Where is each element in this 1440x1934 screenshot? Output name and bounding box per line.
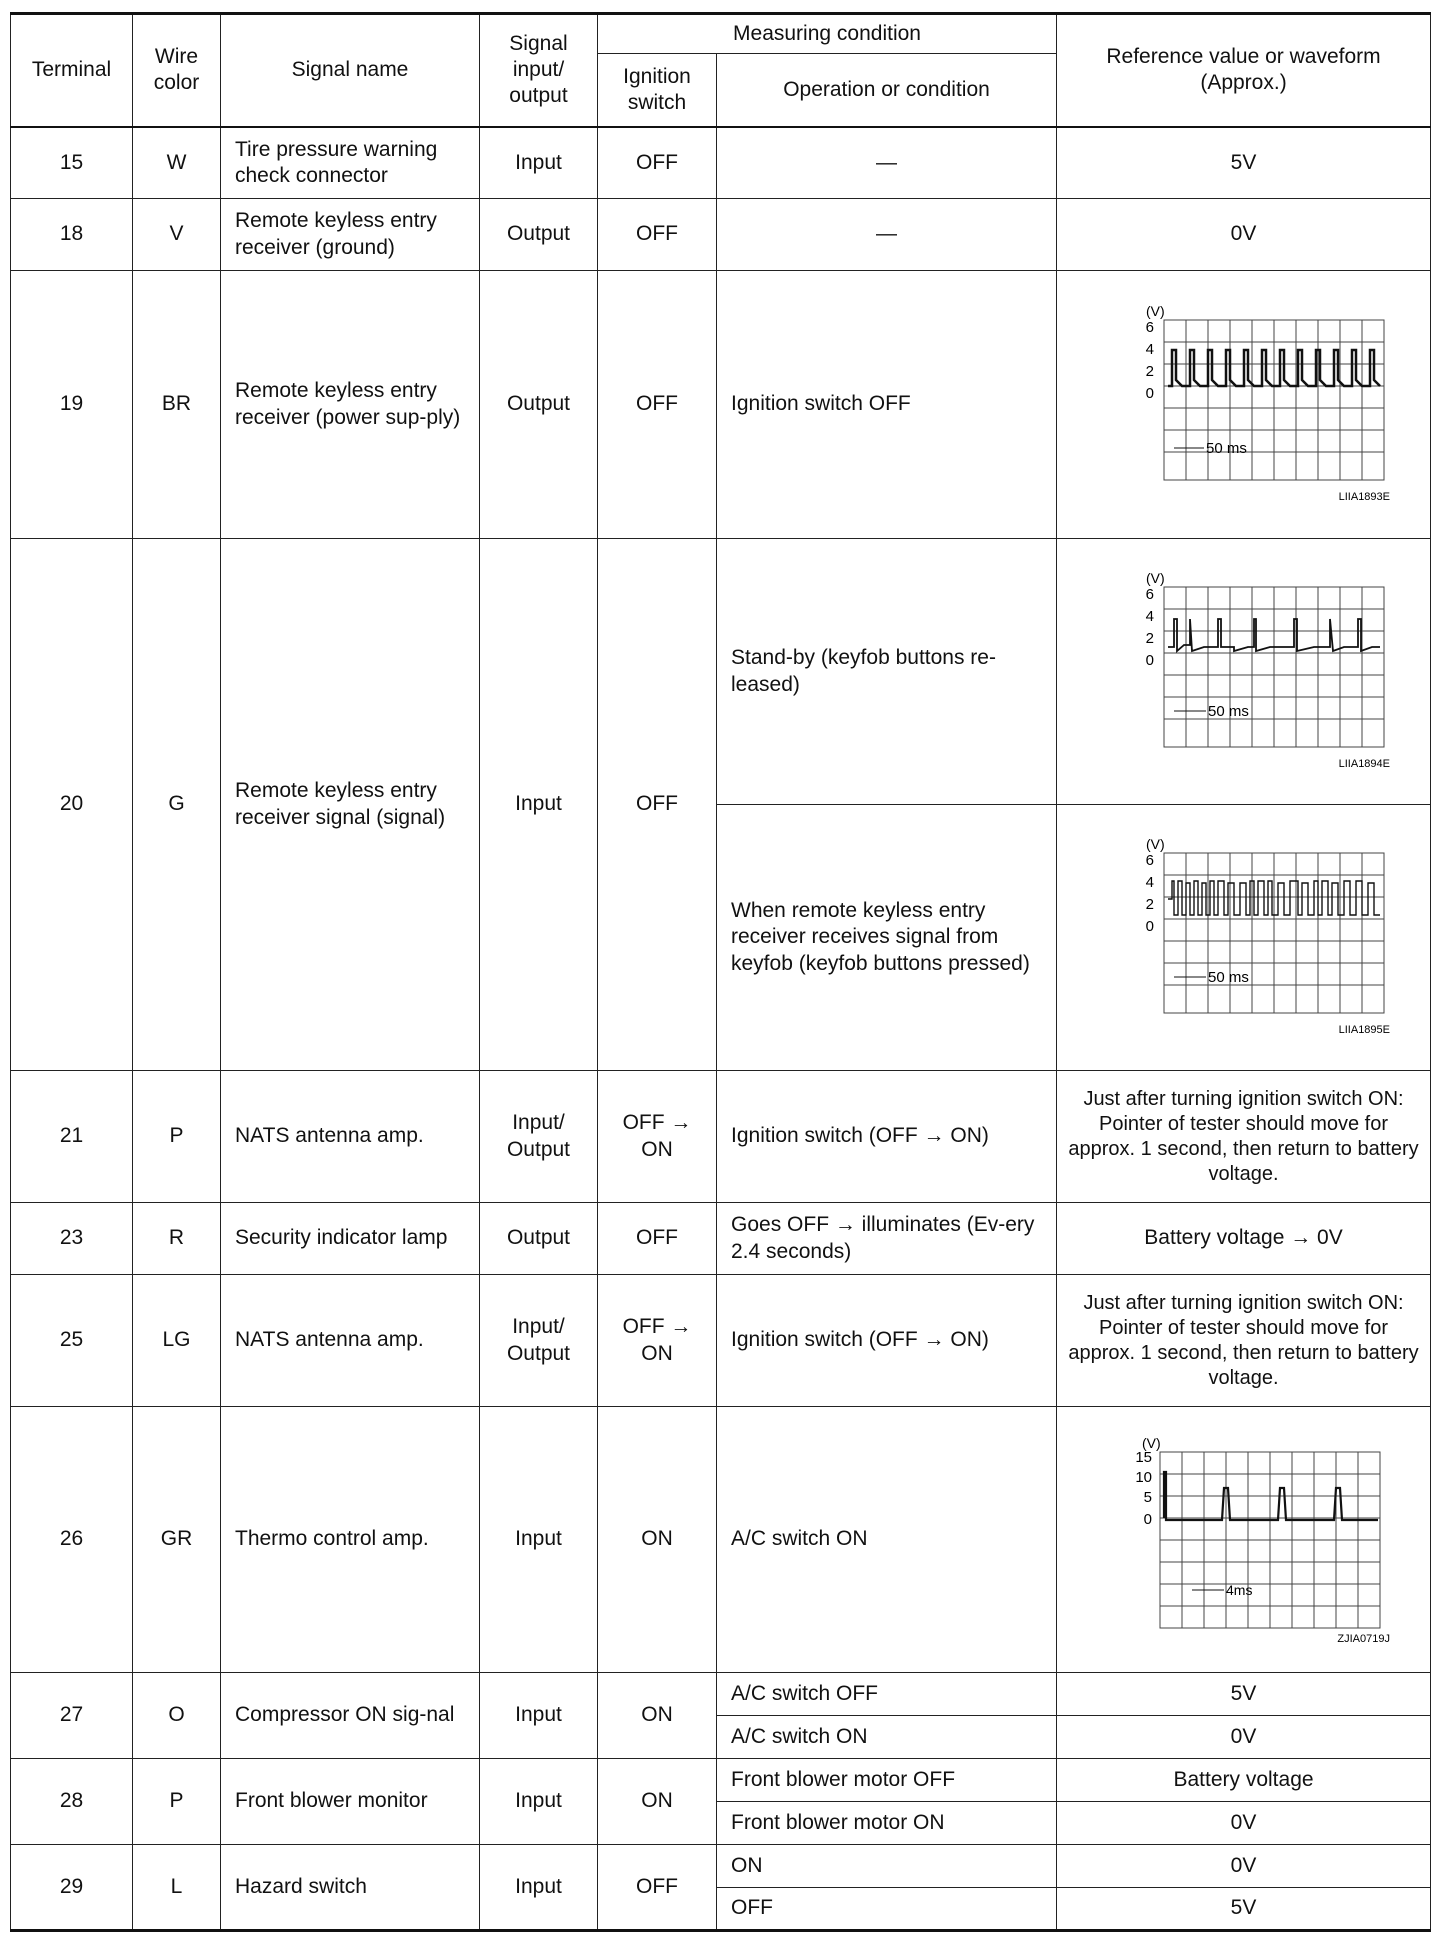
waveform-chart — [1094, 833, 1394, 1043]
wave-tick: 0 — [1145, 917, 1154, 935]
condition-cell: Ignition switch (OFF → ON) — [717, 1275, 1057, 1407]
terminal-cell: 21 — [11, 1071, 133, 1203]
wire-color-cell: W — [133, 127, 221, 199]
terminal-reference-table — [10, 12, 1431, 1932]
terminal-cell: 25 — [11, 1275, 133, 1407]
ignition-cell: OFF → ON — [598, 1071, 717, 1203]
condition-cell: When remote keyless entry receiver receives signal from keyfob (keyfob buttons pressed) — [717, 805, 1057, 1071]
condition-cell: Front blower motor ON — [717, 1802, 1057, 1845]
signal-name-cell: NATS antenna amp. — [221, 1275, 480, 1407]
reference-cell: 0V — [1057, 1802, 1431, 1845]
wave-time-scale: 50 ms — [1207, 702, 1249, 720]
wave-tick: 0 — [1143, 1511, 1152, 1528]
figure-code: LIIA1895E — [1338, 1023, 1390, 1036]
terminal-cell: 27 — [11, 1673, 133, 1759]
header-signal-io: Signal input/ output — [480, 14, 598, 127]
reference-cell: 0V — [1057, 1845, 1431, 1888]
ignition-cell: ON — [598, 1407, 717, 1673]
wire-color-cell: LG — [133, 1275, 221, 1407]
header-row-1 — [11, 14, 1431, 54]
signal-name-cell: Remote keyless entry receiver signal (signal) — [221, 539, 480, 1071]
wave-tick: 4 — [1145, 873, 1154, 891]
ignition-cell: OFF → ON — [598, 1275, 717, 1407]
table-row — [11, 1407, 1431, 1673]
table-row — [11, 539, 1431, 805]
waveform-cell — [1057, 805, 1431, 1071]
wave-tick: 4 — [1145, 340, 1154, 358]
condition-cell: Ignition switch (OFF → ON) — [717, 1071, 1057, 1203]
signal-name-cell: Thermo control amp. — [221, 1407, 480, 1673]
condition-cell: A/C switch ON — [717, 1716, 1057, 1759]
signal-io-cell: Output — [480, 199, 598, 271]
signal-io-cell: Input — [480, 127, 598, 199]
wire-color-cell: BR — [133, 271, 221, 539]
signal-io-cell: Output — [480, 1203, 598, 1275]
header-ignition-switch: Ignition switch — [598, 54, 717, 127]
wave-tick: 6 — [1145, 585, 1154, 603]
terminal-cell: 19 — [11, 271, 133, 539]
header-operation: Operation or condition — [717, 54, 1057, 127]
condition-cell: ON — [717, 1845, 1057, 1888]
wave-tick: 5 — [1143, 1489, 1152, 1506]
waveform-cell — [1057, 539, 1431, 805]
condition-cell: Front blower motor OFF — [717, 1759, 1057, 1802]
signal-name-cell: Security indicator lamp — [221, 1203, 480, 1275]
signal-name-cell: Compressor ON sig-nal — [221, 1673, 480, 1759]
wire-color-cell: V — [133, 199, 221, 271]
wave-unit: (V) — [1145, 835, 1165, 852]
reference-cell: 5V — [1057, 127, 1431, 199]
table-row — [11, 1275, 1431, 1407]
wave-time-scale: 50 ms — [1207, 968, 1249, 986]
wave-tick: 15 — [1134, 1449, 1152, 1466]
ignition-cell: OFF — [598, 1203, 717, 1275]
condition-cell: A/C switch ON — [717, 1407, 1057, 1673]
table-row — [11, 1673, 1431, 1716]
reference-cell: 0V — [1057, 199, 1431, 271]
wave-tick: 2 — [1145, 629, 1154, 647]
waveform-cell — [1057, 1407, 1431, 1673]
ignition-cell: ON — [598, 1759, 717, 1845]
ignition-cell: ON — [598, 1673, 717, 1759]
signal-name-cell: NATS antenna amp. — [221, 1071, 480, 1203]
signal-io-cell: Input — [480, 539, 598, 1071]
reference-cell: Battery voltage — [1057, 1759, 1431, 1802]
wave-unit: (V) — [1141, 1435, 1161, 1451]
signal-io-cell: Input — [480, 1759, 598, 1845]
signal-name-cell: Hazard switch — [221, 1845, 480, 1931]
condition-cell: A/C switch OFF — [717, 1673, 1057, 1716]
table-row — [11, 1203, 1431, 1275]
ignition-cell: OFF — [598, 271, 717, 539]
signal-name-cell: Remote keyless entry receiver (power sup-ply) — [221, 271, 480, 539]
wave-tick: 2 — [1145, 895, 1154, 913]
signal-name-cell: Tire pressure warning check connector — [221, 127, 480, 199]
figure-code: LIIA1894E — [1338, 757, 1390, 770]
condition-cell: — — [717, 199, 1057, 271]
ignition-cell: OFF — [598, 199, 717, 271]
table-row — [11, 1071, 1431, 1203]
reference-cell: Just after turning ignition switch ON: Pointer of tester should move for approx. 1 second, then return to battery voltage. — [1057, 1071, 1431, 1203]
wire-color-cell: P — [133, 1759, 221, 1845]
wave-tick: 6 — [1145, 851, 1154, 869]
table-row — [11, 199, 1431, 271]
wave-unit: (V) — [1145, 302, 1165, 319]
wire-color-cell: L — [133, 1845, 221, 1931]
wave-time-scale: 50 ms — [1205, 439, 1247, 457]
table-row — [11, 1845, 1431, 1888]
wave-tick: 0 — [1145, 384, 1154, 402]
reference-cell: 0V — [1057, 1716, 1431, 1759]
wave-time-scale: 4ms — [1225, 1582, 1252, 1598]
header-measuring-condition: Measuring condition — [598, 14, 1057, 54]
signal-io-cell: Output — [480, 271, 598, 539]
condition-cell: Ignition switch OFF — [717, 271, 1057, 539]
figure-code: ZJIA0719J — [1336, 1633, 1390, 1645]
wire-color-cell: G — [133, 539, 221, 1071]
wave-tick: 6 — [1145, 318, 1154, 336]
header-wire-color: Wire color — [133, 14, 221, 127]
header-reference: Reference value or waveform (Approx.) — [1057, 14, 1431, 127]
wave-unit: (V) — [1145, 569, 1165, 586]
condition-cell: Goes OFF → illuminates (Ev-ery 2.4 seconds) — [717, 1203, 1057, 1275]
waveform-chart — [1094, 567, 1394, 777]
waveform-chart — [1094, 1432, 1394, 1647]
condition-cell: OFF — [717, 1888, 1057, 1931]
waveform-chart — [1094, 300, 1394, 510]
wave-tick: 4 — [1145, 607, 1154, 625]
reference-cell: Battery voltage → 0V — [1057, 1203, 1431, 1275]
terminal-cell: 18 — [11, 199, 133, 271]
signal-io-cell: Input/ Output — [480, 1071, 598, 1203]
signal-io-cell: Input — [480, 1407, 598, 1673]
terminal-cell: 23 — [11, 1203, 133, 1275]
terminal-cell: 29 — [11, 1845, 133, 1931]
table-row — [11, 271, 1431, 539]
terminal-cell: 20 — [11, 539, 133, 1071]
waveform-cell — [1057, 271, 1431, 539]
condition-cell: Stand-by (keyfob buttons re-leased) — [717, 539, 1057, 805]
wave-tick: 2 — [1145, 362, 1154, 380]
ignition-cell: OFF — [598, 1845, 717, 1931]
signal-io-cell: Input — [480, 1845, 598, 1931]
signal-name-cell: Front blower monitor — [221, 1759, 480, 1845]
terminal-cell: 26 — [11, 1407, 133, 1673]
signal-io-cell: Input — [480, 1673, 598, 1759]
table-row — [11, 127, 1431, 199]
reference-cell: Just after turning ignition switch ON: Pointer of tester should move for approx. 1 second, then return to battery voltage. — [1057, 1275, 1431, 1407]
ignition-cell: OFF — [598, 127, 717, 199]
signal-io-cell: Input/ Output — [480, 1275, 598, 1407]
ignition-cell: OFF — [598, 539, 717, 1071]
wave-tick: 10 — [1134, 1469, 1152, 1486]
wire-color-cell: R — [133, 1203, 221, 1275]
reference-cell: 5V — [1057, 1888, 1431, 1931]
terminal-cell: 28 — [11, 1759, 133, 1845]
wire-color-cell: P — [133, 1071, 221, 1203]
signal-name-cell: Remote keyless entry receiver (ground) — [221, 199, 480, 271]
reference-cell: 5V — [1057, 1673, 1431, 1716]
table-row — [11, 1759, 1431, 1802]
wire-color-cell: O — [133, 1673, 221, 1759]
header-signal-name: Signal name — [221, 14, 480, 127]
wire-color-cell: GR — [133, 1407, 221, 1673]
header-terminal: Terminal — [11, 14, 133, 127]
terminal-cell: 15 — [11, 127, 133, 199]
condition-cell: — — [717, 127, 1057, 199]
figure-code: LIIA1893E — [1338, 490, 1390, 503]
wave-tick: 0 — [1145, 651, 1154, 669]
